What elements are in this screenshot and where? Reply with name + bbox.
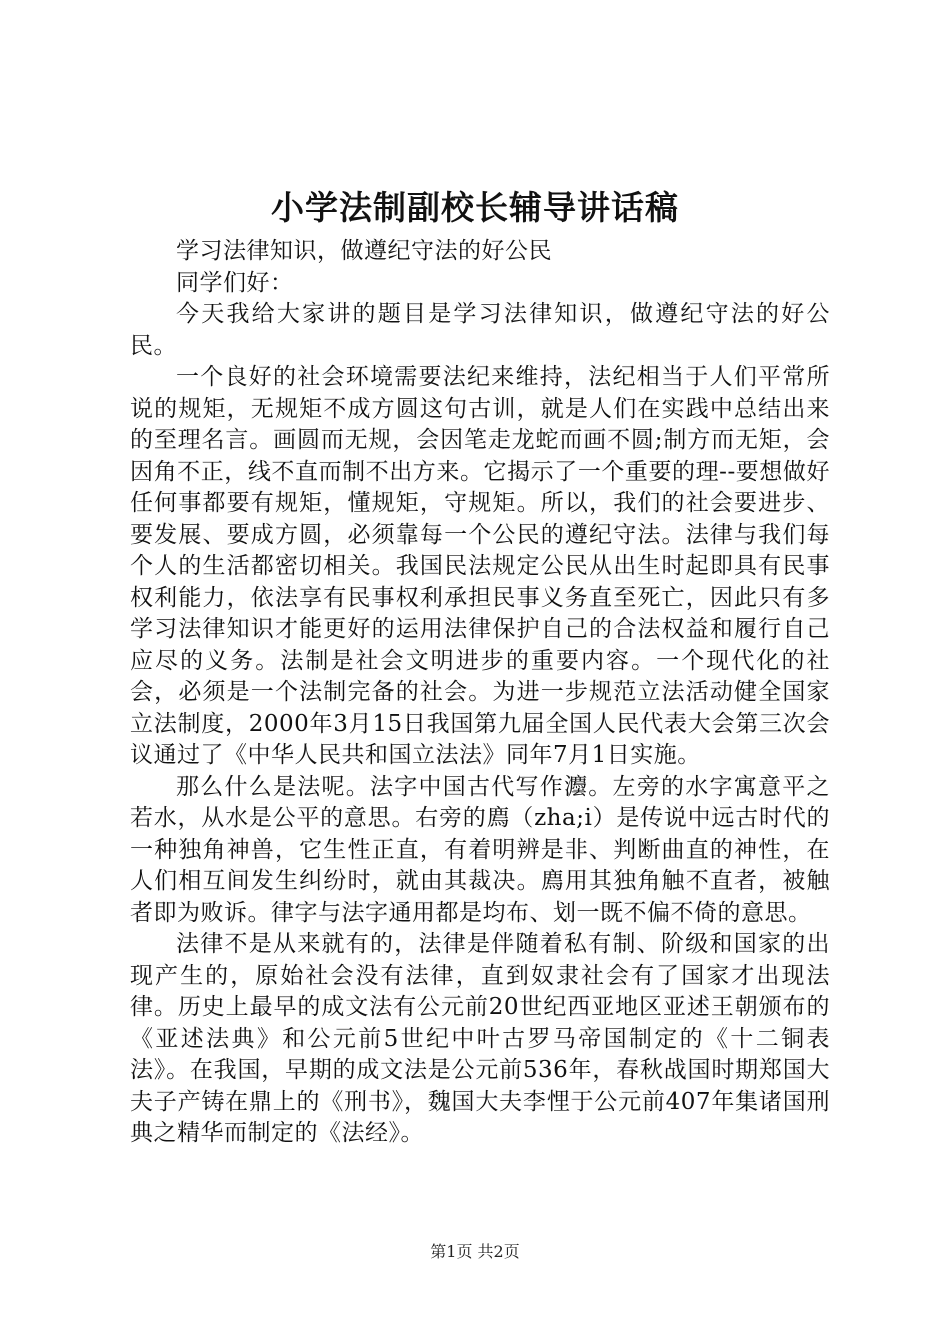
body-paragraph: 一个良好的社会环境需要法纪来维持，法纪相当于人们平常所说的规矩，无规矩不成方圆这句古训，就是人们在实践中总结出来的至理名言。画圆而无规，会因笔走龙蛇而画不圆;制方而无矩，会因角不正，线不直而制不出方来。它揭示了一个重要的理--要想做好任何事都要有规矩，懂规矩，守规矩。所以，我们的社会要进步、要发展、要成方圆，必须靠每一个公民的遵纪守法。法律与我们每个人的生活都密切相关。我国民法规定公民从出生时起即具有民事权利能力，依法享有民事权利承担民事义务直至死亡，因此只有多学习法律知识才能更好的运用法律保护自己的合法权益和履行自己应尽的义务。法制是社会文明进步的重要内容。一个现代化的社会，必须是一个法制完备的社会。为进一步规范立法活动健全国家立法制度，2000年3月15日我国第九届全国人民代表大会第三次会议通过了《中华人民共和国立法法》同年7月1日实施。 <box>130 364 830 768</box>
subtitle-paragraph: 学习法律知识，做遵纪守法的好公民 <box>176 238 552 264</box>
body-paragraph: 今天我给大家讲的题目是学习法律知识，做遵纪守法的好公民。 <box>130 301 830 359</box>
body-paragraph: 那么什么是法呢。法字中国古代写作灋。左旁的水字寓意平之若水，从水是公平的意思。右旁的廌（zha;i）是传说中远古时代的一种独角神兽，它生性正直，有着明辨是非、判断曲直的神性，在人们相互间发生纠纷时，就由其裁决。廌用其独角触不直者，被触者即为败诉。律字与法字通用都是均布、划一既不偏不倚的意思。 <box>130 773 830 926</box>
greeting-paragraph: 同学们好： <box>176 269 294 296</box>
document-title: 小学法制副校长辅导讲话稿 <box>271 188 679 227</box>
body-paragraph: 法律不是从来就有的，法律是伴随着私有制、阶级和国家的出现产生的，原始社会没有法律，直到奴隶社会有了国家才出现法律。历史上最早的成文法有公元前20世纪西亚地区亚述王朝颁布的《亚述法典》和公元前5世纪中叶古罗马帝国制定的《十二铜表法》。在我国，早期的成文法是公元前536年，春秋战国时期郑国大夫子产铸在鼎上的《刑书》，魏国大夫李悝于公元前407年集诸国刑典之精华而制定的《法经》。 <box>130 931 830 1146</box>
document-body <box>130 236 830 1150</box>
page-number-footer: 第1页 共2页 <box>430 1242 520 1261</box>
